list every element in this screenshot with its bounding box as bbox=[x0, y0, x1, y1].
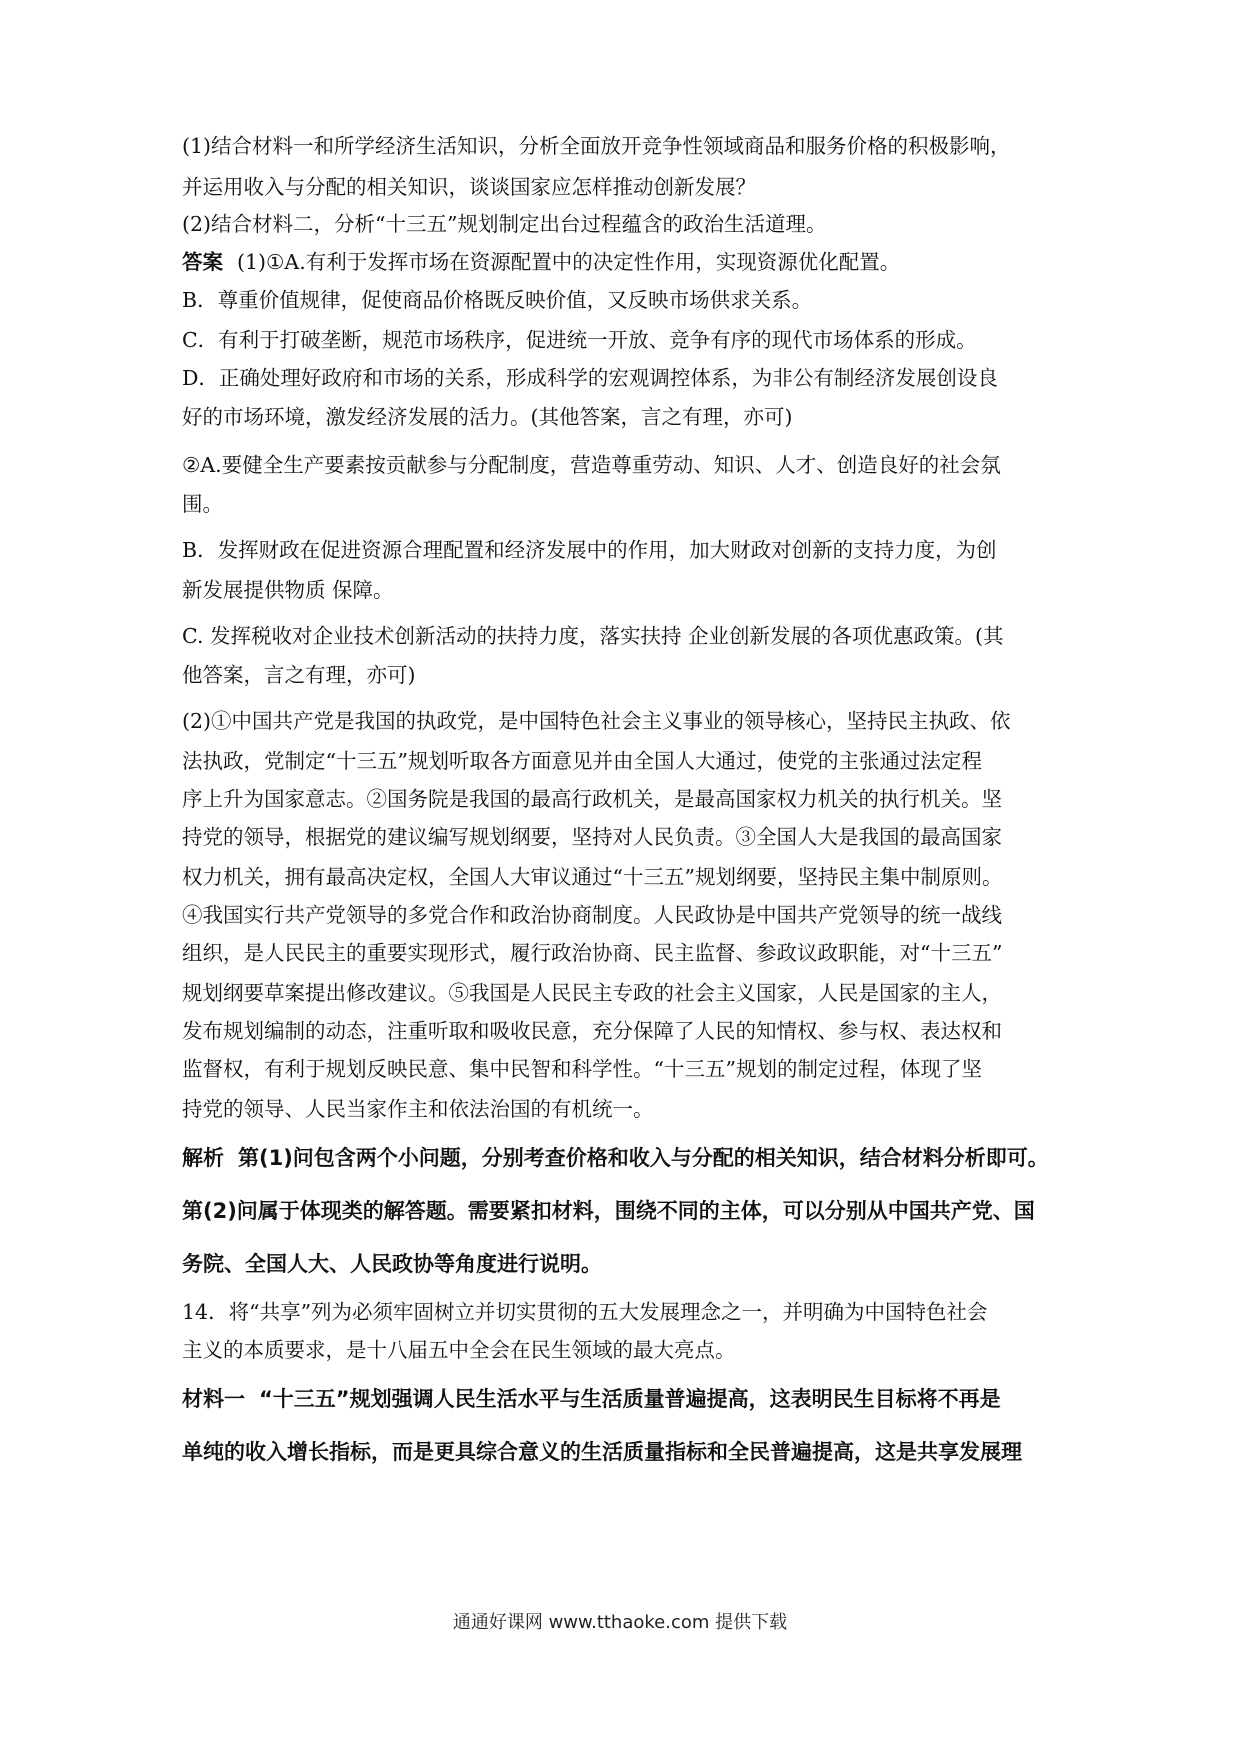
material-1-line-2: 单纯的收入增长指标，而是更具综合意义的生活质量指标和全民普遍提高，这是共享发展理 bbox=[182, 1440, 1022, 1464]
material-1-line-1-text: “十三五”规划强调人民生活水平与生活质量普遍提高，这表明民生目标将不再是 bbox=[259, 1387, 1001, 1411]
question-1-line-1: (1)结合材料一和所学经济生活知识，分析全面放开竞争性领域商品和服务价格的积极影响， bbox=[182, 134, 1011, 158]
answer-part2-line-7: 组织，是人民民主的重要实现形式，履行政治协商、民主监督、参政议政职能，对“十三五” bbox=[182, 941, 1003, 965]
analysis-line-1-text: 第(1)问包含两个小问题，分别考查价格和收入与分配的相关知识，结合材料分析即可。 bbox=[238, 1146, 1049, 1170]
footer-download-note: 通通好课网 www.tthaoke.com 提供下载 bbox=[452, 1612, 788, 1633]
question-14-line-1: 14．将“共享”列为必须牢固树立并切实贯彻的五大发展理念之一，并明确为中国特色社会 bbox=[182, 1300, 988, 1324]
analysis-label: 解析 bbox=[182, 1146, 224, 1170]
answer-part2-line-3: 序上升为国家意志。②国务院是我国的最高行政机关，是最高国家权力机关的执行机关。坚 bbox=[182, 787, 1002, 811]
answer-1-D-line-1: D．正确处理好政府和市场的关系，形成科学的宏观调控体系，为非公有制经济发展创设良 bbox=[182, 366, 998, 390]
analysis-line-2: 第(2)问属于体现类的解答题。需要紧扣材料，围绕不同的主体，可以分别从中国共产党、国 bbox=[182, 1199, 1035, 1223]
answer-1-A bbox=[182, 252, 1062, 273]
question-2: (2)结合材料二，分析“十三五”规划制定出台过程蕴含的政治生活道理。 bbox=[182, 212, 827, 236]
question-14-line-2: 主义的本质要求，是十八届五中全会在民生领域的最大亮点。 bbox=[182, 1338, 736, 1362]
answer-2-B-line-1: B．发挥财政在促进资源合理配置和经济发展中的作用，加大财政对创新的支持力度，为创 bbox=[182, 538, 997, 562]
answer-part2-line-1: (2)①中国共产党是我国的执政党，是中国特色社会主义事业的领导核心，坚持民主执政、依 bbox=[182, 709, 1011, 733]
answer-1-D-line-2: 好的市场环境，激发经济发展的活力。(其他答案，言之有理，亦可) bbox=[182, 405, 793, 429]
answer-part2-line-4: 持党的领导，根据党的建议编写规划纲要，坚持对人民负责。③全国人大是我国的最高国家 bbox=[182, 825, 1002, 849]
analysis-line-1 bbox=[182, 1148, 1062, 1169]
answer-part2-line-9: 发布规划编制的动态，注重听取和吸收民意，充分保障了人民的知情权、参与权、表达权和 bbox=[182, 1019, 1002, 1043]
analysis-line-3: 务院、全国人大、人民政协等角度进行说明。 bbox=[182, 1252, 602, 1276]
answer-2-A-line-2: 围。 bbox=[182, 492, 223, 516]
question-1-line-2: 并运用收入与分配的相关知识，谈谈国家应怎样推动创新发展？ bbox=[182, 175, 756, 199]
answer-part2-line-8: 规划纲要草案提出修改建议。⑤我国是人民民主专政的社会主义国家，人民是国家的主人， bbox=[182, 981, 1002, 1005]
answer-part2-line-5: 权力机关，拥有最高决定权，全国人大审议通过“十三五”规划纲要，坚持民主集中制原则。 bbox=[182, 865, 1003, 889]
answer-part2-line-6: ④我国实行共产党领导的多党合作和政治协商制度。人民政协是中国共产党领导的统一战线 bbox=[182, 903, 1002, 927]
answer-part2-line-2: 法执政，党制定“十三五”规划听取各方面意见并由全国人大通过，使党的主张通过法定程 bbox=[182, 749, 982, 773]
answer-1-A-text: (1)①A.有利于发挥市场在资源配置中的决定性作用，实现资源优化配置。 bbox=[237, 250, 901, 274]
answer-1-C: C．有利于打破垄断，规范市场秩序，促进统一开放、竞争有序的现代市场体系的形成。 bbox=[182, 328, 977, 352]
material-1-label: 材料一 bbox=[182, 1387, 245, 1411]
answer-2-C-line-2: 他答案，言之有理，亦可) bbox=[182, 663, 416, 687]
answer-part2-line-10: 监督权，有利于规划反映民意、集中民智和科学性。“十三五”规划的制定过程，体现了坚 bbox=[182, 1057, 982, 1081]
answer-label: 答案 bbox=[182, 250, 223, 274]
answer-part2-line-11: 持党的领导、人民当家作主和依法治国的有机统一。 bbox=[182, 1097, 654, 1121]
answer-2-A-line-1: ②A.要健全生产要素按贡献参与分配制度，营造尊重劳动、知识、人才、创造良好的社会氛 bbox=[182, 453, 1001, 477]
answer-1-B: B．尊重价值规律，促使商品价格既反映价值，又反映市场供求关系。 bbox=[182, 288, 813, 312]
material-1-line-1 bbox=[182, 1389, 1062, 1410]
answer-2-B-line-2: 新发展提供物质 保障。 bbox=[182, 578, 394, 602]
answer-2-C-line-1: C. 发挥税收对企业技术创新活动的扶持力度，落实扶持 企业创新发展的各项优惠政策。(其 bbox=[182, 624, 1004, 648]
